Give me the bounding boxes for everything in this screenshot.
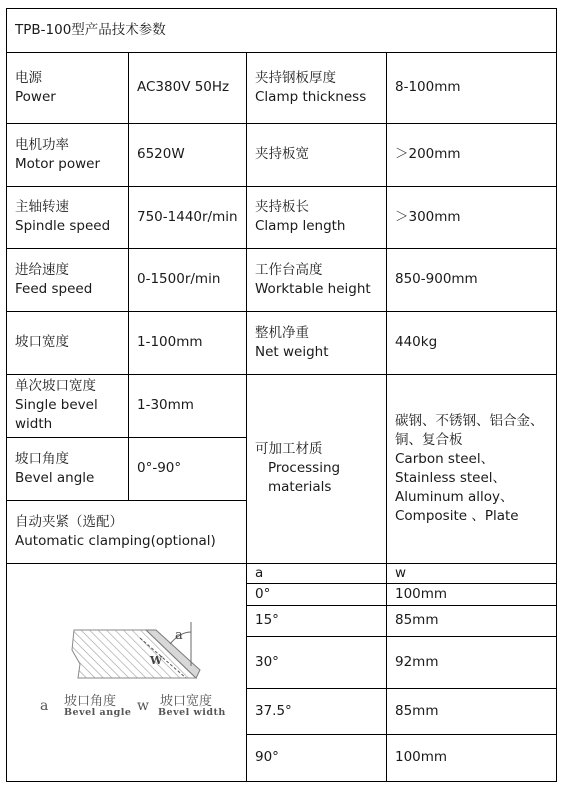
header-text: w <box>395 564 407 581</box>
spec-label-power <box>6 52 128 123</box>
value: 8-100mm <box>395 79 461 95</box>
spec-value-motor-power <box>128 123 246 186</box>
label-en: width <box>15 416 53 432</box>
spec-label-single-bevel-width <box>6 374 128 437</box>
width-value: 85mm <box>395 702 439 719</box>
material-line: Aluminum alloy、 <box>395 488 514 505</box>
material-line: 碳钢、不锈钢、铝合金、 <box>395 412 544 429</box>
label-zh: 电源 <box>15 69 42 86</box>
spec-label-net-weight <box>246 311 386 374</box>
label-en: Feed speed <box>15 280 93 297</box>
spec-value-bevel-angle <box>128 437 246 500</box>
label-zh: 单次坡口宽度 <box>15 378 96 394</box>
angle-value: 15° <box>255 612 279 628</box>
spec-label-motor-power <box>6 123 128 186</box>
value: 0-1500r/min <box>137 271 221 287</box>
value: 6520W <box>137 146 185 162</box>
value: 440kg <box>395 334 438 350</box>
spec-value-clamp-thickness <box>386 52 556 123</box>
spec-value-clamp-width <box>386 123 556 186</box>
table-row-width <box>386 636 556 688</box>
label-zh: 自动夹紧（选配） <box>15 513 123 530</box>
spec-label-clamp-length <box>246 186 386 248</box>
spec-label-spindle-speed <box>6 186 128 248</box>
label-zh: 夹持板宽 <box>255 146 309 162</box>
label-zh: 工作台高度 <box>255 261 323 278</box>
value: 0°-90° <box>137 460 182 476</box>
label-en: materials <box>268 479 332 495</box>
label-en: Bevel angle <box>15 469 95 486</box>
width-value: 100mm <box>395 749 448 765</box>
table-row-width <box>386 605 556 636</box>
bevel-diagram <box>8 566 246 779</box>
spec-value-spindle-speed <box>128 186 246 248</box>
table-row-angle <box>246 734 386 781</box>
value: 850-900mm <box>395 271 478 287</box>
table-row-angle <box>246 688 386 734</box>
label-zh: 电机功率 <box>15 136 69 153</box>
spec-label-bevel-angle <box>6 437 128 500</box>
label-en: Automatic clamping(optional) <box>15 532 216 549</box>
spec-label-clamp-thickness <box>246 52 386 123</box>
material-line: Stainless steel、 <box>395 469 507 486</box>
legend-angle-en: Bevel angle <box>64 707 132 718</box>
label-zh: 夹持钢板厚度 <box>255 69 336 86</box>
angle-value: 0° <box>255 585 271 602</box>
label-en: Single bevel <box>15 397 98 413</box>
bevel-diagram-graphic <box>8 566 246 779</box>
legend-angle-zh: 坡口角度 <box>64 694 117 709</box>
value: 1-30mm <box>137 397 194 413</box>
value: 750-1440r/min <box>137 208 238 225</box>
material-line: Composite 、Plate <box>395 507 519 524</box>
spec-label-feed-speed <box>6 248 128 311</box>
material-line: Carbon steel、 <box>395 450 495 467</box>
value: ＞200mm <box>395 146 461 162</box>
label-zh: 坡口角度 <box>15 450 69 467</box>
legend-angle-symbol: a <box>40 698 49 714</box>
angle-mark: a <box>175 628 183 643</box>
label-zh: 坡口宽度 <box>15 334 69 350</box>
label-en: Power <box>15 88 56 105</box>
spec-value-clamp-length <box>386 186 556 248</box>
label-en: Motor power <box>15 155 101 172</box>
table-title <box>6 8 556 52</box>
spec-value-single-bevel-width <box>128 374 246 437</box>
value: ＞300mm <box>395 208 461 225</box>
spec-label-clamp-width <box>246 123 386 186</box>
label-zh: 主轴转速 <box>15 199 69 215</box>
spec-value-power <box>128 52 246 123</box>
legend-width-symbol: w <box>137 698 149 714</box>
label-en: Net weight <box>255 343 329 360</box>
table-row-angle <box>246 583 386 605</box>
value: 1-100mm <box>137 334 203 350</box>
width-value: 92mm <box>395 653 439 670</box>
label-zh: 整机净重 <box>255 324 309 341</box>
spec-value-worktable-height <box>386 248 556 311</box>
label-en: Worktable height <box>255 280 371 297</box>
table-row-width <box>386 583 556 605</box>
spec-label-bevel-width <box>6 311 128 374</box>
table-row-angle <box>246 636 386 688</box>
title-text: TPB-100型产品技术参数 <box>15 21 166 38</box>
label-en: Processing <box>268 460 341 476</box>
width-value: 85mm <box>395 612 439 628</box>
table-row-width <box>386 688 556 734</box>
label-zh: 进给速度 <box>15 261 69 278</box>
label-en: Clamp length <box>255 218 346 234</box>
angle-value: 90° <box>255 749 279 765</box>
label-zh: 夹持板长 <box>255 199 309 215</box>
width-mark: W <box>150 654 163 667</box>
label-zh: 可加工材质 <box>255 441 323 457</box>
label-en: Clamp thickness <box>255 88 367 105</box>
table-row-angle <box>246 605 386 636</box>
spec-label-worktable-height <box>246 248 386 311</box>
header-text: a <box>255 564 264 581</box>
spec-auto-clamping <box>6 500 246 563</box>
angle-value: 30° <box>255 653 279 670</box>
spec-value-net-weight <box>386 311 556 374</box>
angle-value: 37.5° <box>255 702 292 719</box>
legend-width-en: Bevel width <box>158 707 226 718</box>
width-header <box>386 563 556 583</box>
label-en: Spindle speed <box>15 218 111 234</box>
legend-width-zh: 坡口宽度 <box>160 694 213 709</box>
spec-value-materials <box>386 374 556 563</box>
spec-label-materials <box>246 374 386 563</box>
material-line: 铜、复合板 <box>395 431 463 448</box>
spec-value-feed-speed <box>128 248 246 311</box>
value: AC380V 50Hz <box>137 79 230 95</box>
width-value: 100mm <box>395 585 448 602</box>
spec-value-bevel-width <box>128 311 246 374</box>
table-row-width <box>386 734 556 781</box>
angle-header <box>246 563 386 583</box>
